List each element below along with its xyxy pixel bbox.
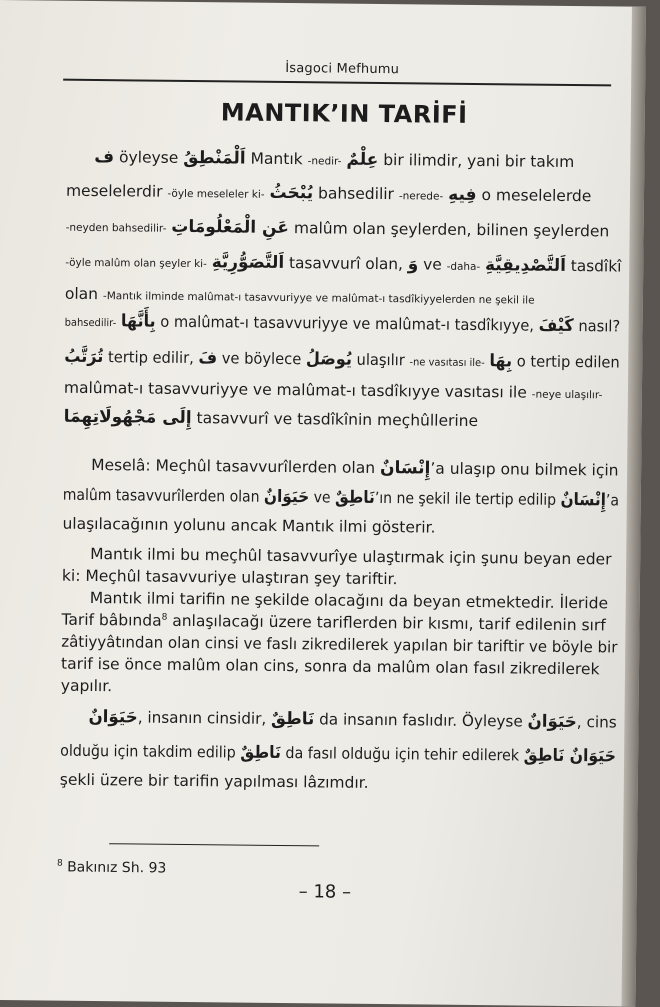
text-line — [64, 311, 621, 337]
text-segment: ’ın ne şekil ile tertip edilip — [374, 488, 561, 509]
arabic-term: فَ — [198, 348, 218, 369]
text-line — [61, 611, 617, 635]
arabic-term: نَاطِقٌ — [270, 708, 315, 730]
text-segment: bahsedilir — [313, 184, 400, 204]
arabic-term: حَيَوَانٌ — [263, 486, 310, 508]
text-segment: tarif ise önce malûm olan cins, sonra da malûm olan fasıl zikredilerek — [60, 654, 600, 679]
text-segment: Tarif bâbında — [61, 610, 162, 630]
footnote-marker: 8 — [56, 858, 63, 869]
text-segment: ’a — [605, 491, 620, 510]
arabic-term: اَلْمَنْطِقُ — [183, 147, 246, 169]
text-segment: o malûmat-ı tasavvuriyye ve malûmat-ı tasdîkıyye, — [155, 312, 539, 335]
text-segment: Mantık — [245, 149, 308, 169]
arabic-term: اَلتَّصَوُّرِيَّةِ — [211, 252, 285, 273]
text-segment: ’a ulaşıp onu bilmek için — [430, 459, 619, 480]
text-segment: bir ilimdir, yani bir takım — [378, 150, 575, 172]
arabic-term: وَ — [407, 254, 419, 275]
text-line — [90, 545, 618, 569]
text-segment: ve — [309, 488, 336, 507]
header-rule — [63, 79, 611, 87]
arabic-term: يُوصَلُ — [305, 349, 353, 370]
text-line — [62, 515, 618, 539]
text-segment: Meselâ: Meçhûl tasavvurîlerden olan — [91, 455, 381, 478]
text-segment: , cins — [576, 713, 617, 732]
arabic-term: إِنْسَانٌ — [379, 458, 431, 479]
text-line — [65, 251, 622, 277]
gloss-text: -neye ulaşılır- — [531, 388, 603, 402]
text-segment: ulaşılacağının yolunu ancak Mantık ilmi gösterir. — [62, 514, 436, 537]
text-line — [65, 285, 621, 309]
text-segment: yapılır. — [60, 676, 113, 696]
arabic-term: نَاطِقٌ — [334, 487, 375, 508]
arabic-term: حَيَوَانٌ نَاطِقٌ — [523, 745, 617, 767]
text-line — [66, 181, 622, 207]
arabic-term: فِيهِ — [448, 184, 477, 206]
text-line — [60, 741, 617, 767]
text-segment: o meselelerde — [476, 186, 592, 206]
arabic-term: عِلْمٌ — [346, 149, 379, 170]
text-line — [61, 632, 618, 657]
text-line — [61, 655, 617, 679]
arabic-term: بِأَنَّهَا — [120, 311, 156, 332]
text-line — [64, 379, 620, 403]
text-line — [64, 346, 620, 373]
text-segment: malûm tasavvurîlerden olan — [62, 485, 265, 506]
arabic-term: إِنْسَانٌ — [560, 489, 607, 511]
text-segment: tasdîkî — [565, 256, 622, 276]
arabic-term: نَاطِقٌ — [240, 742, 282, 763]
text-segment: tertip edilir, — [103, 348, 199, 368]
gloss-text: -nedir- — [307, 155, 342, 168]
page-edge — [621, 7, 645, 1007]
section-title: MANTIK’IN TARİFİ — [220, 98, 468, 129]
text-segment: malûm olan şeylerden, bilinen şeylerden — [288, 219, 610, 241]
text-segment: ulaşılır — [351, 350, 410, 370]
text-line — [61, 677, 617, 701]
text-line — [91, 455, 619, 481]
text-segment: öyleyse — [114, 148, 184, 167]
gloss-text: -ne vasıtası ile- — [409, 356, 485, 370]
text-segment: tasavvurî ve tasdîkînin meçhûllerine — [191, 409, 479, 431]
gloss-text: -nerede- — [398, 190, 444, 203]
text-segment: meselelerdir — [65, 181, 168, 201]
text-segment: olduğu için takdim edilip — [60, 741, 241, 762]
text-segment: tasavvurî olan, — [284, 253, 408, 274]
arabic-term: تُرَتَّبُ — [64, 346, 104, 368]
arabic-term: ف — [94, 146, 115, 168]
arabic-term: حَيَوَانٌ — [527, 711, 577, 733]
text-segment: ve böylece — [217, 349, 307, 369]
text-segment: nasıl? — [573, 317, 621, 336]
arabic-term: حَيَوَانٌ — [88, 706, 138, 728]
text-line — [60, 771, 616, 795]
text-segment: Mantık ilmi tarifin ne şekilde olacağını da beyan etmektedir. İleride — [89, 588, 609, 613]
gloss-text: -öyle meseleler ki- — [167, 187, 265, 201]
running-head: İsagoci Mefhumu — [285, 60, 400, 78]
arabic-term: يُبْحَثُ — [269, 182, 314, 204]
text-line — [90, 589, 618, 613]
text-segment: malûmat-ı tasavvuriyye ve malûmat-ı tasdîkıyye vasıtası ile — [63, 378, 532, 402]
footnote-text: Bakınız Sh. 93 — [67, 859, 167, 877]
text-segment: zâtiyyâtından olan cinsi ve faslı zikredilerek yapılan bir tariftir ve böyle bir — [61, 632, 618, 657]
page-number: – 18 – — [298, 881, 352, 903]
text-line — [94, 147, 622, 173]
gloss-text: -daha- — [446, 260, 481, 274]
arabic-term: بِهَا — [489, 351, 513, 372]
arabic-term: عَنِ الْمَعْلُومَاتِ — [171, 216, 290, 239]
footnote-rule — [109, 843, 319, 846]
text-line — [62, 485, 620, 511]
text-line — [66, 216, 622, 242]
text-segment: da fasıl olduğu için tehir edilerek — [280, 743, 524, 765]
text-segment: Mantık ilmi bu meçhûl tasavvurîye ulaştırmak için şunu beyan eder — [90, 544, 612, 569]
arabic-term: إِلَى مَجْهُولَاتِهِمَا — [63, 406, 192, 429]
text-line — [64, 407, 620, 433]
arabic-term: كَيْفَ — [538, 315, 574, 337]
arabic-term: اَلتَّصْدِيقِيَّةِ — [484, 255, 567, 276]
text-line — [88, 706, 617, 733]
gloss-text: -neyden bahsedilir- — [65, 221, 167, 235]
text-line — [62, 567, 618, 591]
text-segment: olan — [64, 284, 104, 304]
text-segment: şekli üzere bir tarifin yapılması lâzımdır. — [59, 770, 369, 792]
text-segment: o tertip edilen — [512, 352, 620, 372]
text-segment: anlaşılacağı üzere tariflerden bir kısmı, tarif edilenin sırf — [167, 611, 606, 635]
text-segment: ve — [418, 255, 447, 274]
text-segment: 8 — [161, 612, 168, 623]
gloss-text: -öyle malûm olan şeyler ki- — [65, 256, 207, 271]
text-segment: ki: Meçhûl tasavvuriye ulaştıran şey tariftir. — [61, 566, 398, 589]
footnote — [57, 859, 167, 877]
gloss-text: -Mantık ilminde malûmat-ı tasavvuriyye ve malûmat-ı tasdîkiyyelerden ne şekil ile — [102, 290, 535, 307]
text-segment: da insanın faslıdır. Öyleyse — [314, 710, 528, 731]
text-segment: , insanın cinsidir, — [137, 708, 272, 728]
gloss-text: bahsedilir- — [64, 316, 117, 330]
